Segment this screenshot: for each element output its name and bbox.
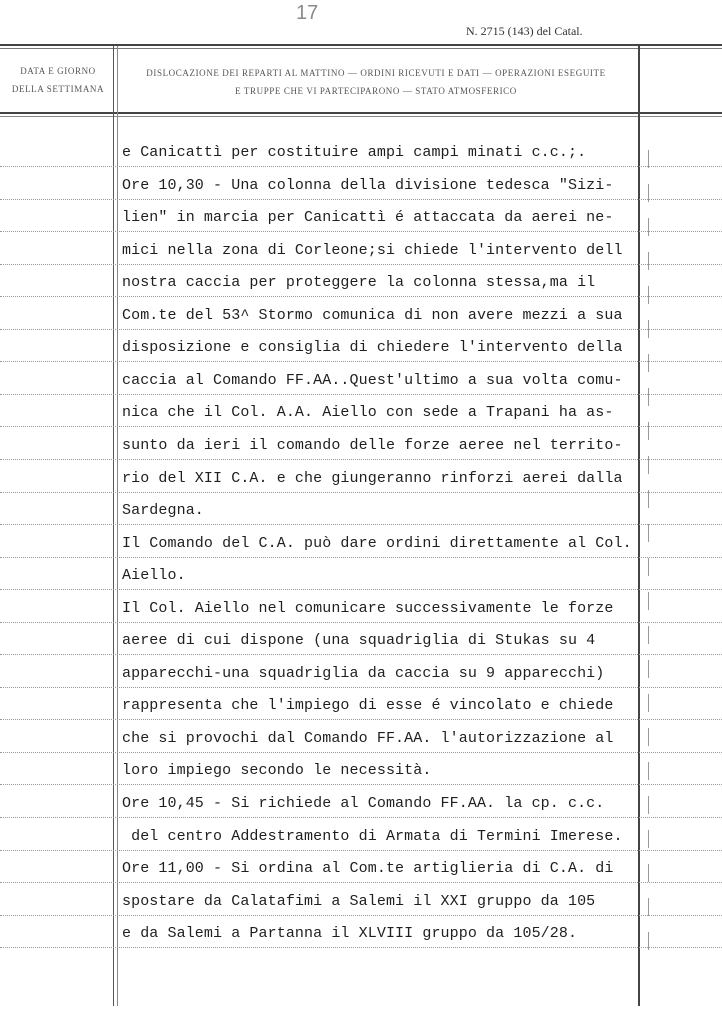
ruled-line	[0, 264, 722, 265]
margin-mark	[648, 796, 649, 814]
ruled-line	[0, 394, 722, 395]
typed-line: Il Comando del C.A. può dare ordini direttamente al Col.	[122, 534, 632, 552]
catalog-reference: N. 2715 (143) del Catal.	[466, 24, 583, 38]
margin-mark	[648, 830, 649, 848]
events-column-header-line1: DISLOCAZIONE DEI REPARTI AL MATTINO — ORDINI RICEVUTI E DATI — OPERAZIONI ESEGUITE	[146, 68, 606, 78]
ruled-line	[0, 426, 722, 427]
ruled-line	[0, 850, 722, 851]
margin-mark	[648, 864, 649, 882]
ruled-line	[0, 361, 722, 362]
typed-line: caccia al Comando FF.AA..Quest'ultimo a sua volta comu-	[122, 371, 623, 389]
margin-mark	[648, 422, 649, 440]
typed-line: mici nella zona di Corleone;si chiede l'intervento dell	[122, 241, 623, 259]
ruled-line	[0, 199, 722, 200]
ruled-line	[0, 296, 722, 297]
margin-mark	[648, 286, 649, 304]
typed-line: disposizione e consiglia di chiedere l'intervento della	[122, 339, 623, 357]
typed-line: Il Col. Aiello nel comunicare successivamente le forze	[122, 599, 614, 617]
typed-line: nica che il Col. A.A. Aiello con sede a Trapani ha as-	[122, 404, 614, 422]
typed-line: sunto da ieri il comando delle forze aeree nel territo-	[122, 436, 623, 454]
ruled-line	[0, 752, 722, 753]
margin-mark	[648, 354, 649, 372]
margin-mark	[648, 150, 649, 168]
ruled-line	[0, 947, 722, 948]
top-rule	[0, 44, 722, 46]
date-column-header-line1: DATA E GIORNO	[20, 66, 96, 76]
typed-line: che si provochi dal Comando FF.AA. l'autorizzazione al	[122, 729, 614, 747]
margin-mark	[648, 490, 649, 508]
typed-line: spostare da Calatafimi a Salemi il XXI gruppo da 105	[122, 892, 596, 910]
typed-line: nostra caccia per proteggere la colonna stessa,ma il	[122, 274, 596, 292]
ruled-line	[0, 231, 722, 232]
ruled-line	[0, 654, 722, 655]
margin-mark	[648, 388, 649, 406]
column-divider-thin	[117, 46, 118, 1006]
typed-line: e Canicattì per costituire ampi campi minati c.c.;.	[122, 144, 587, 161]
page-number: 17	[296, 2, 319, 24]
column-divider	[113, 46, 114, 1006]
ruled-line	[0, 882, 722, 883]
typed-line: del centro Addestramento di Armata di Termini Imerese.	[122, 827, 623, 845]
events-column-header	[124, 64, 628, 100]
typed-line: Sardegna.	[122, 502, 204, 520]
margin-mark	[648, 660, 649, 678]
date-column-header	[8, 62, 108, 98]
ruled-line	[0, 329, 722, 330]
margin-mark	[648, 694, 649, 712]
margin-mark	[648, 252, 649, 270]
ruled-line	[0, 915, 722, 916]
ruled-line	[0, 719, 722, 720]
margin-mark	[648, 762, 649, 780]
margin-mark	[648, 626, 649, 644]
margin-mark	[648, 592, 649, 610]
ruled-line	[0, 817, 722, 818]
ruled-line	[0, 524, 722, 525]
typed-line: Ore 10,45 - Si richiede al Comando FF.AA. la cp. c.c.	[122, 795, 605, 812]
header-rule	[0, 112, 722, 114]
margin-mark	[648, 320, 649, 338]
typed-line: Com.te del 53^ Stormo comunica di non avere mezzi a sua	[122, 306, 623, 324]
ruled-line	[0, 557, 722, 558]
typed-line: rio del XII C.A. e che giungeranno rinforzi aerei dalla	[122, 469, 623, 487]
margin-mark	[648, 898, 649, 916]
typed-line: Ore 11,00 - Si ordina al Com.te artiglieria di C.A. di	[122, 860, 614, 878]
typed-line: Aiello.	[122, 567, 186, 585]
ruled-line	[0, 459, 722, 460]
right-margin-rule	[638, 46, 640, 1006]
top-rule-thin	[0, 48, 722, 49]
typed-line: rappresenta che l'impiego di esse é vincolato e chiede	[122, 697, 614, 715]
margin-mark	[648, 558, 649, 576]
events-column-header-line2: E TRUPPE CHE VI PARTECIPARONO — STATO ATMOSFERICO	[235, 86, 517, 96]
margin-mark	[648, 184, 649, 202]
margin-mark	[648, 728, 649, 746]
ruled-line	[0, 589, 722, 590]
typed-line: apparecchi-una squadriglia da caccia su 9 apparecchi)	[122, 664, 605, 682]
typed-line: lien" in marcia per Canicattì é attaccata da aerei ne-	[122, 209, 614, 227]
header-rule-thin	[0, 116, 722, 117]
typed-line: aeree di cui dispone (una squadriglia di Stukas su 4	[122, 632, 596, 650]
margin-mark	[648, 456, 649, 474]
ruled-line	[0, 687, 722, 688]
margin-mark	[648, 932, 649, 950]
typed-line: loro impiego secondo le necessità.	[122, 762, 432, 780]
ruled-line	[0, 166, 722, 167]
typed-line: e da Salemi a Partanna il XLVIII gruppo da 105/28.	[122, 925, 578, 943]
margin-mark	[648, 524, 649, 542]
ruled-line	[0, 622, 722, 623]
ruled-line	[0, 492, 722, 493]
date-column-header-line2: DELLA SETTIMANA	[11, 84, 105, 94]
margin-mark	[648, 218, 649, 236]
typed-line: Ore 10,30 - Una colonna della divisione tedesca "Sizi-	[122, 176, 614, 194]
ruled-line	[0, 784, 722, 785]
